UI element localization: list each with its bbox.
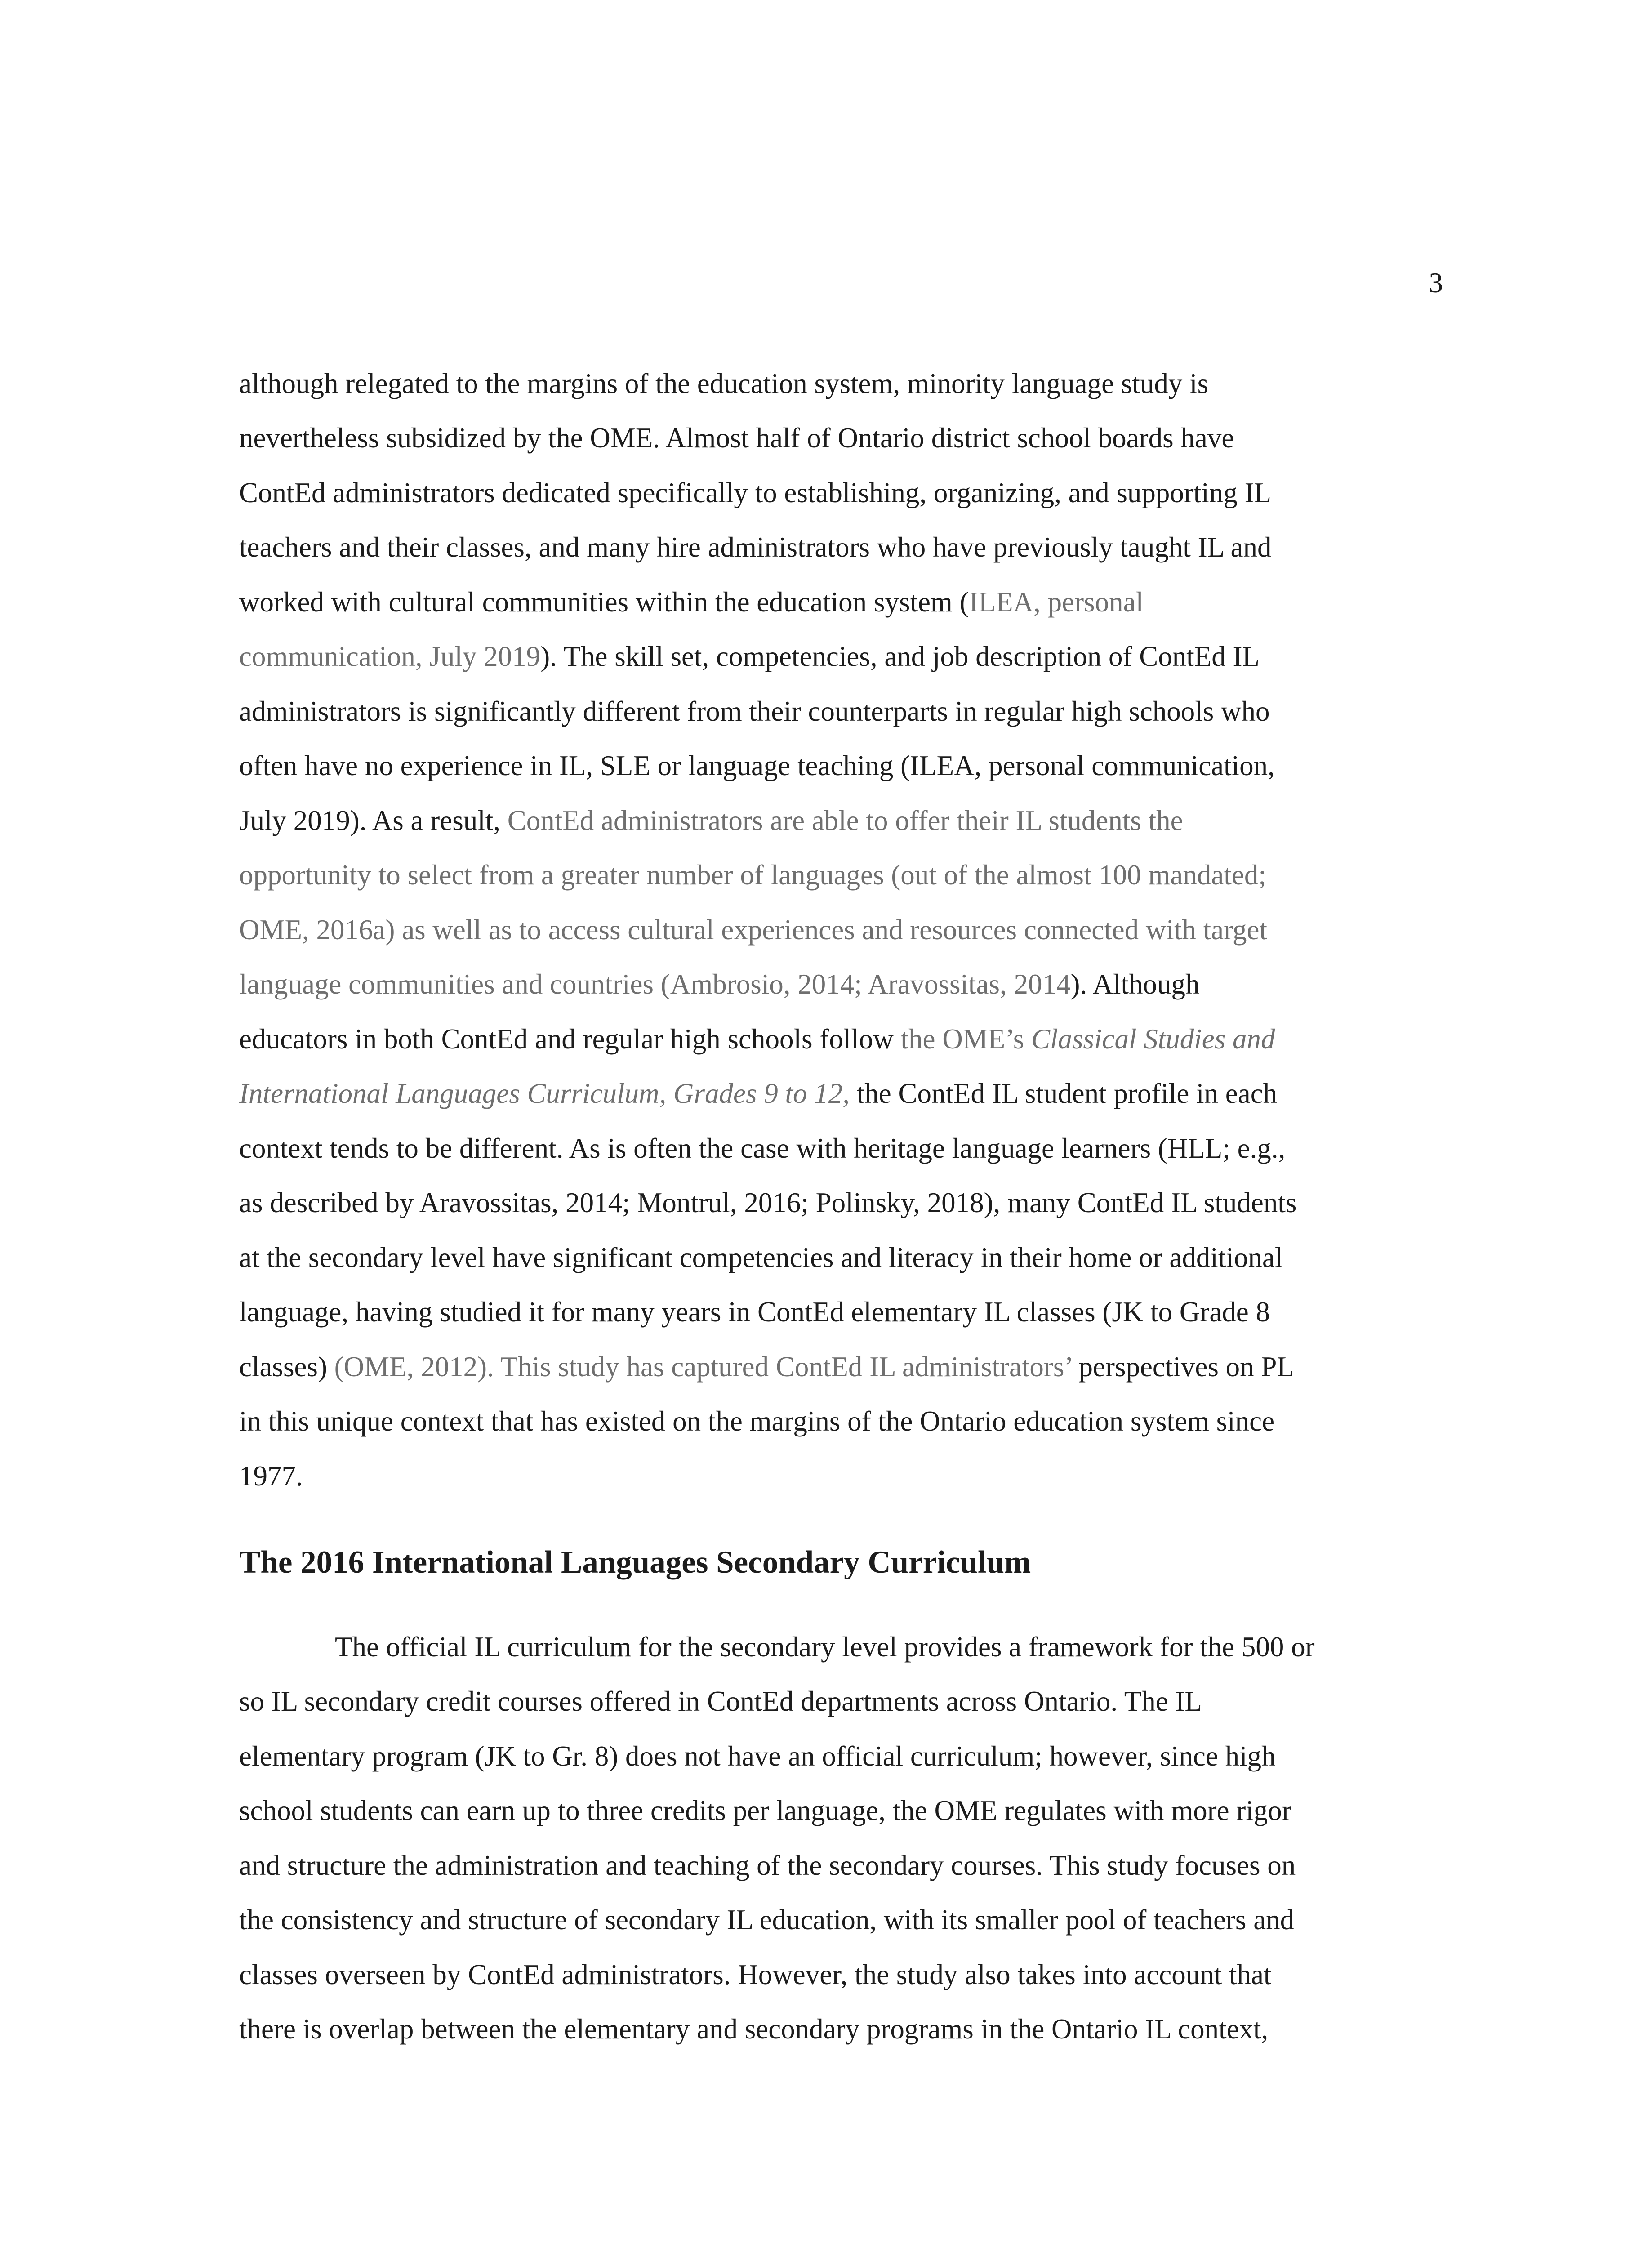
text-line: nevertheless subsidized by the OME. Almost half of Ontario district school boards have	[239, 422, 1234, 454]
text-line	[239, 1079, 1277, 1108]
text-span: July 2019). As a result,	[239, 805, 508, 836]
page-number: 3	[1429, 267, 1443, 299]
text-line	[239, 1353, 1294, 1381]
text-span: ContEd administrators are able to offer their IL students the	[507, 805, 1183, 836]
text-span: (OME, 2012). This study has captured ContEd IL administrators’	[334, 1351, 1072, 1383]
text-line: OME, 2016a) as well as to access cultural experiences and resources connected with target	[239, 914, 1267, 946]
text-span: ). The skill set, competencies, and job description of ContEd IL	[540, 641, 1260, 672]
text-line: there is overlap between the elementary and secondary programs in the Ontario IL context,	[239, 2013, 1269, 2045]
text-line: administrators is significantly different from their counterparts in regular high schools who	[239, 696, 1270, 727]
text-line: as described by Aravossitas, 2014; Montrul, 2016; Polinsky, 2018), many ContEd IL students	[239, 1187, 1297, 1218]
text-line: the consistency and structure of secondary IL education, with its smaller pool of teachers and	[239, 1904, 1295, 1936]
text-line: 1977.	[239, 1460, 303, 1492]
text-line: ContEd administrators dedicated specifically to establishing, organizing, and supporting IL	[239, 477, 1272, 508]
text-span: the OME’s	[900, 1023, 1031, 1055]
text-line: The official IL curriculum for the secondary level provides a framework for the 500 or	[335, 1631, 1315, 1663]
text-line	[239, 642, 1260, 671]
text-line: in this unique context that has existed on the margins of the Ontario education system since	[239, 1405, 1275, 1437]
text-line: language, having studied it for many years in ContEd elementary IL classes (JK to Grade 8	[239, 1296, 1270, 1328]
curriculum-title: International Languages Curriculum, Grades 9 to 12,	[239, 1078, 850, 1109]
text-line	[239, 1025, 1275, 1053]
text-line: school students can earn up to three credits per language, the OME regulates with more rigor	[239, 1795, 1291, 1826]
text-line: so IL secondary credit courses offered in ContEd departments across Ontario. The IL	[239, 1686, 1202, 1717]
text-line: context tends to be different. As is often the case with heritage language learners (HLL; e.g.,	[239, 1133, 1286, 1164]
text-span: ). Although	[1070, 968, 1200, 1000]
text-span: perspectives on PL	[1071, 1351, 1294, 1383]
text-line: elementary program (JK to Gr. 8) does not have an official curriculum; however, since high	[239, 1740, 1276, 1772]
text-line: opportunity to select from a greater number of languages (out of the almost 100 mandated;	[239, 859, 1266, 891]
text-line	[239, 970, 1199, 999]
text-span: language communities and countries (Ambrosio, 2014; Aravossitas, 2014	[239, 968, 1071, 1000]
text-span: ILEA, personal	[969, 586, 1144, 618]
text-span: the ContEd IL student profile in each	[850, 1078, 1278, 1109]
text-line	[239, 807, 1183, 835]
text-span: educators in both ContEd and regular high schools follow	[239, 1023, 901, 1055]
text-line	[239, 588, 1144, 616]
text-span: communication, July 2019	[239, 641, 541, 672]
text-span: classes)	[239, 1351, 334, 1383]
text-line: classes overseen by ContEd administrators. However, the study also takes into account that	[239, 1959, 1272, 1990]
text-span: worked with cultural communities within the education system (	[239, 586, 969, 618]
text-line: although relegated to the margins of the education system, minority language study is	[239, 368, 1209, 399]
text-line: at the secondary level have significant competencies and literacy in their home or additional	[239, 1242, 1283, 1273]
text-line: and structure the administration and teaching of the secondary courses. This study focuses on	[239, 1850, 1296, 1881]
section-heading: The 2016 International Languages Secondary Curriculum	[239, 1545, 1031, 1580]
curriculum-title: Classical Studies and	[1031, 1023, 1275, 1055]
text-line: often have no experience in IL, SLE or language teaching (ILEA, personal communication,	[239, 750, 1275, 781]
text-line: teachers and their classes, and many hire administrators who have previously taught IL and	[239, 531, 1272, 563]
